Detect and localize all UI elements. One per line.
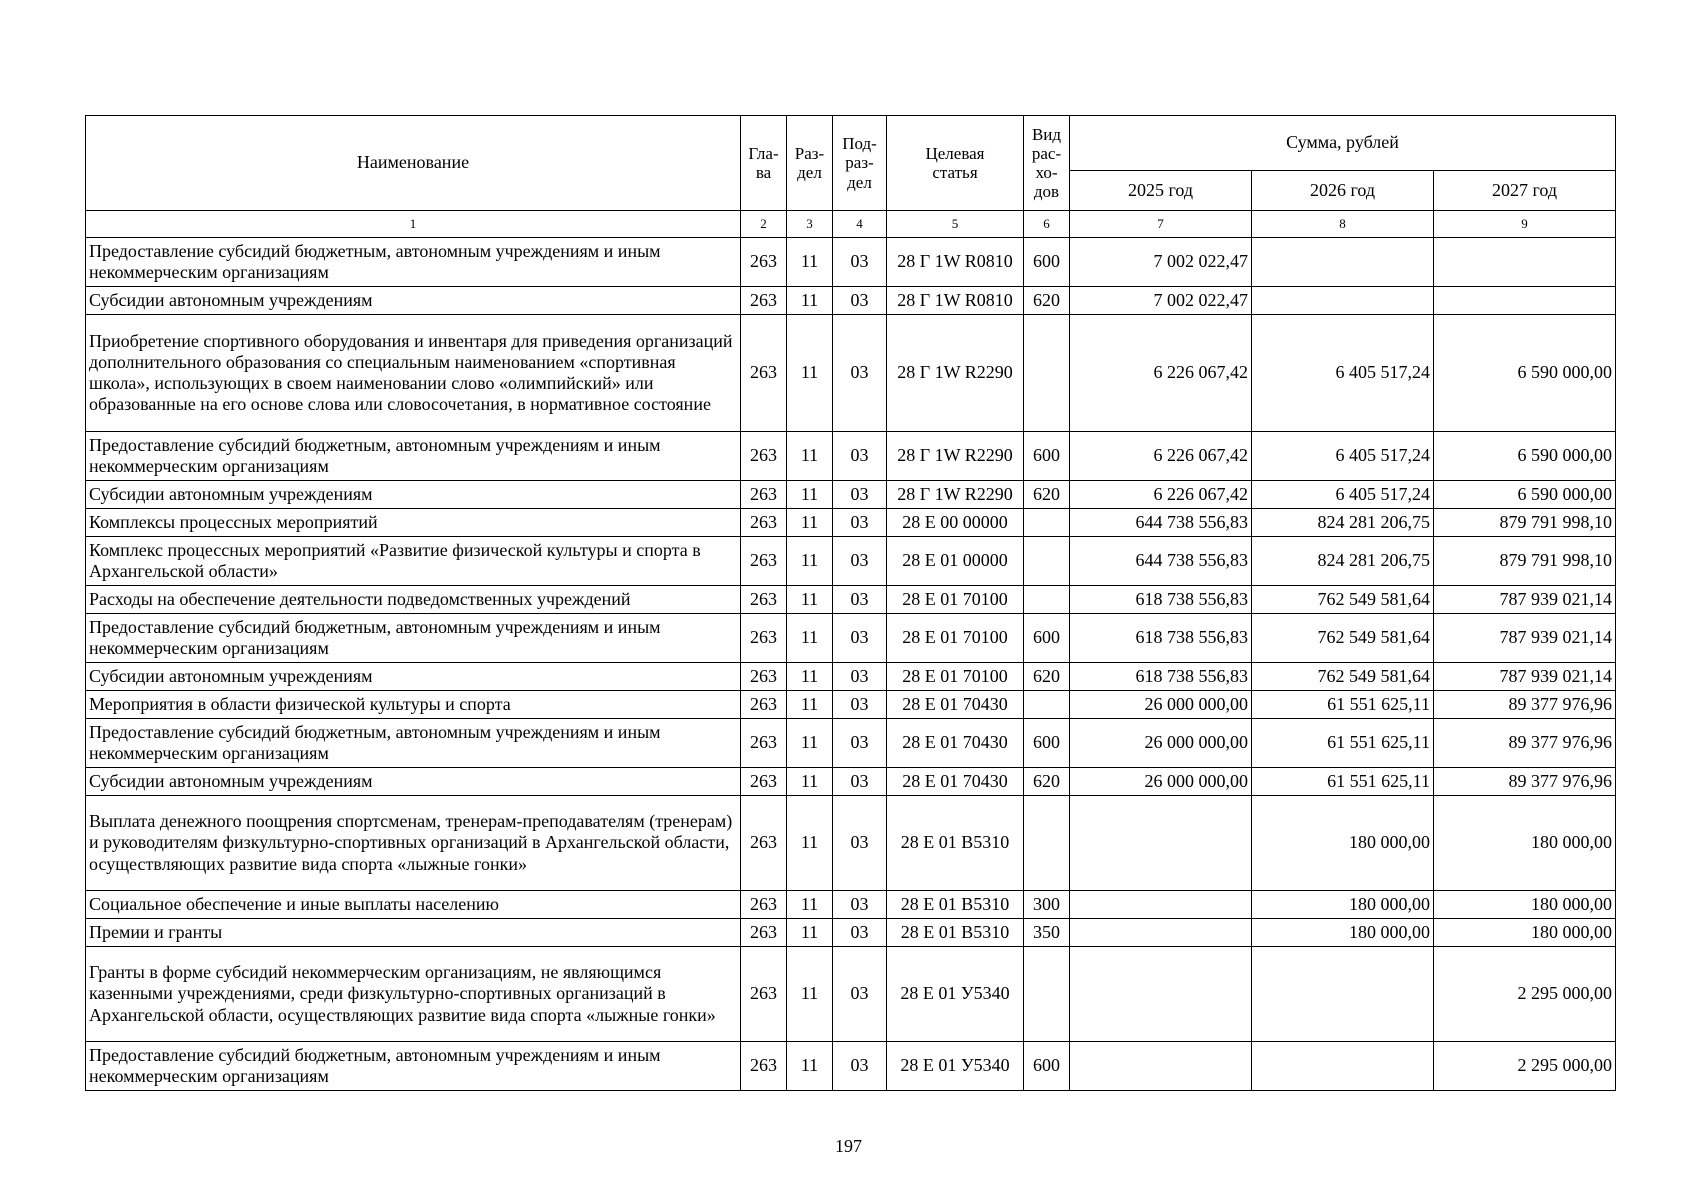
cell-amount-2027: 787 939 021,14 [1434,586,1616,614]
cell-expense-type: 620 [1024,481,1070,509]
cell-subsection: 03 [833,287,887,315]
cell-amount-2027: 787 939 021,14 [1434,663,1616,691]
cell-amount-2027: 89 377 976,96 [1434,691,1616,719]
cell-amount-2025 [1070,891,1252,919]
cell-chapter: 263 [741,614,787,663]
cell-section: 11 [787,719,833,768]
cell-section: 11 [787,481,833,509]
cell-chapter: 263 [741,691,787,719]
header-row [86,116,1616,171]
cell-amount-2026 [1252,287,1434,315]
cell-amount-2026 [1252,238,1434,287]
cell-subsection: 03 [833,509,887,537]
cell-subsection: 03 [833,768,887,796]
cell-subsection: 03 [833,537,887,586]
cell-section: 11 [787,891,833,919]
cell-expense-type: 350 [1024,919,1070,947]
cell-target: 28 Е 00 00000 [887,509,1024,537]
cell-subsection: 03 [833,1042,887,1091]
cell-expense-type [1024,586,1070,614]
cell-name: Предоставление субсидий бюджетным, автономным учреждениям и иным некоммерческим организациям [86,614,741,663]
table-row [86,768,1616,796]
cell-name: Субсидии автономным учреждениям [86,768,741,796]
cell-section: 11 [787,768,833,796]
table-row [86,238,1616,287]
cell-amount-2026: 61 551 625,11 [1252,719,1434,768]
cell-target: 28 Е 01 У5340 [887,1042,1024,1091]
cell-chapter: 263 [741,768,787,796]
header-expense-type: Вид рас- хо- дов [1024,116,1070,211]
cell-chapter: 263 [741,891,787,919]
cell-chapter: 263 [741,663,787,691]
cell-name: Комплексы процессных мероприятий [86,509,741,537]
cell-amount-2027: 2 295 000,00 [1434,1042,1616,1091]
cell-amount-2025: 26 000 000,00 [1070,719,1252,768]
cell-expense-type [1024,537,1070,586]
cell-section: 11 [787,432,833,481]
cell-amount-2027: 180 000,00 [1434,891,1616,919]
cell-section: 11 [787,315,833,432]
cell-expense-type [1024,947,1070,1042]
header-amount: Сумма, рублей [1070,116,1616,171]
cell-amount-2027: 180 000,00 [1434,919,1616,947]
cell-name: Гранты в форме субсидий некоммерческим организациям, не являющимся казенными учреждениями, среди физкультурно-спортивных организаций в Архангельской области, осуществляющих развитие вида спорта «лыжные гонки» [86,947,741,1042]
column-number: 7 [1070,211,1252,238]
cell-target: 28 Г 1W R0810 [887,287,1024,315]
table-row [86,481,1616,509]
cell-section: 11 [787,509,833,537]
cell-subsection: 03 [833,919,887,947]
cell-amount-2025: 26 000 000,00 [1070,691,1252,719]
cell-amount-2025: 6 226 067,42 [1070,432,1252,481]
cell-expense-type: 600 [1024,1042,1070,1091]
cell-section: 11 [787,238,833,287]
header-year-2027: 2027 год [1434,171,1616,211]
cell-target: 28 Е 01 В5310 [887,919,1024,947]
cell-name: Предоставление субсидий бюджетным, автономным учреждениям и иным некоммерческим организациям [86,719,741,768]
cell-name: Субсидии автономным учреждениям [86,481,741,509]
table-row [86,315,1616,432]
cell-subsection: 03 [833,691,887,719]
cell-expense-type: 620 [1024,768,1070,796]
cell-subsection: 03 [833,481,887,509]
cell-chapter: 263 [741,238,787,287]
header-subsection: Под- раз- дел [833,116,887,211]
cell-amount-2025: 26 000 000,00 [1070,768,1252,796]
cell-amount-2027: 180 000,00 [1434,796,1616,891]
cell-target: 28 Е 01 70430 [887,768,1024,796]
cell-amount-2025: 618 738 556,83 [1070,614,1252,663]
cell-chapter: 263 [741,719,787,768]
table-row [86,509,1616,537]
cell-target: 28 Г 1W R0810 [887,238,1024,287]
cell-target: 28 Е 01 00000 [887,537,1024,586]
cell-amount-2025: 644 738 556,83 [1070,509,1252,537]
cell-section: 11 [787,1042,833,1091]
cell-amount-2025: 618 738 556,83 [1070,663,1252,691]
table-body [86,238,1616,1091]
page-number: 197 [835,1136,862,1156]
cell-amount-2026: 6 405 517,24 [1252,481,1434,509]
cell-section: 11 [787,663,833,691]
cell-amount-2027 [1434,238,1616,287]
cell-chapter: 263 [741,509,787,537]
cell-subsection: 03 [833,663,887,691]
budget-table [85,115,1616,1091]
cell-amount-2027: 6 590 000,00 [1434,315,1616,432]
cell-chapter: 263 [741,919,787,947]
cell-subsection: 03 [833,796,887,891]
cell-section: 11 [787,796,833,891]
cell-amount-2025 [1070,796,1252,891]
cell-chapter: 263 [741,287,787,315]
cell-chapter: 263 [741,586,787,614]
cell-target: 28 Е 01 70100 [887,614,1024,663]
header-target: Целевая статья [887,116,1024,211]
cell-target: 28 Е 01 70100 [887,586,1024,614]
cell-subsection: 03 [833,719,887,768]
column-number: 4 [833,211,887,238]
cell-target: 28 Г 1W R2290 [887,432,1024,481]
cell-amount-2027: 6 590 000,00 [1434,432,1616,481]
table-header [86,116,1616,238]
table-row [86,663,1616,691]
table-row [86,614,1616,663]
table-row [86,919,1616,947]
table-row [86,586,1616,614]
cell-target: 28 Е 01 У5340 [887,947,1024,1042]
column-number: 9 [1434,211,1616,238]
cell-amount-2025: 6 226 067,42 [1070,481,1252,509]
cell-subsection: 03 [833,947,887,1042]
cell-subsection: 03 [833,315,887,432]
cell-subsection: 03 [833,432,887,481]
cell-amount-2025 [1070,1042,1252,1091]
header-year-2025: 2025 год [1070,171,1252,211]
column-number: 3 [787,211,833,238]
cell-amount-2026: 762 549 581,64 [1252,614,1434,663]
cell-target: 28 Г 1W R2290 [887,315,1024,432]
column-number: 8 [1252,211,1434,238]
cell-amount-2026: 762 549 581,64 [1252,663,1434,691]
cell-amount-2027: 89 377 976,96 [1434,768,1616,796]
cell-amount-2025: 7 002 022,47 [1070,238,1252,287]
cell-chapter: 263 [741,947,787,1042]
column-numbers-row [86,211,1616,238]
table-row [86,1042,1616,1091]
cell-expense-type: 300 [1024,891,1070,919]
cell-amount-2025 [1070,919,1252,947]
cell-amount-2025: 6 226 067,42 [1070,315,1252,432]
cell-target: 28 Е 01 70430 [887,691,1024,719]
cell-section: 11 [787,919,833,947]
cell-name: Премии и гранты [86,919,741,947]
cell-amount-2027: 879 791 998,10 [1434,509,1616,537]
column-number: 6 [1024,211,1070,238]
cell-expense-type: 600 [1024,614,1070,663]
cell-name: Выплата денежного поощрения спортсменам, тренерам-преподавателям (тренерам) и руководителям физкультурно-спортивных организаций в Архангельской области, осуществляющих развитие вида спорта «лыжные гонки» [86,796,741,891]
header-section: Раз- дел [787,116,833,211]
cell-section: 11 [787,287,833,315]
cell-target: 28 Е 01 70430 [887,719,1024,768]
cell-amount-2026: 180 000,00 [1252,891,1434,919]
table-row [86,719,1616,768]
cell-amount-2027: 2 295 000,00 [1434,947,1616,1042]
cell-amount-2027: 787 939 021,14 [1434,614,1616,663]
cell-expense-type [1024,796,1070,891]
cell-subsection: 03 [833,238,887,287]
cell-subsection: 03 [833,614,887,663]
cell-amount-2026: 6 405 517,24 [1252,432,1434,481]
cell-chapter: 263 [741,481,787,509]
cell-expense-type: 600 [1024,432,1070,481]
cell-amount-2026: 6 405 517,24 [1252,315,1434,432]
cell-chapter: 263 [741,537,787,586]
cell-amount-2026: 61 551 625,11 [1252,768,1434,796]
cell-subsection: 03 [833,586,887,614]
cell-amount-2027: 6 590 000,00 [1434,481,1616,509]
cell-target: 28 Е 01 70100 [887,663,1024,691]
table-row [86,537,1616,586]
cell-subsection: 03 [833,891,887,919]
cell-amount-2026: 824 281 206,75 [1252,509,1434,537]
cell-expense-type: 620 [1024,287,1070,315]
cell-amount-2026 [1252,947,1434,1042]
cell-amount-2026 [1252,1042,1434,1091]
cell-section: 11 [787,614,833,663]
cell-expense-type [1024,509,1070,537]
header-year-2026: 2026 год [1252,171,1434,211]
table-row [86,287,1616,315]
table-row [86,691,1616,719]
column-number: 5 [887,211,1024,238]
cell-chapter: 263 [741,432,787,481]
cell-name: Субсидии автономным учреждениям [86,663,741,691]
cell-amount-2026: 824 281 206,75 [1252,537,1434,586]
cell-name: Субсидии автономным учреждениям [86,287,741,315]
column-number: 2 [741,211,787,238]
cell-section: 11 [787,947,833,1042]
cell-expense-type: 600 [1024,238,1070,287]
cell-target: 28 Е 01 В5310 [887,891,1024,919]
cell-name: Предоставление субсидий бюджетным, автономным учреждениям и иным некоммерческим организациям [86,432,741,481]
cell-expense-type: 620 [1024,663,1070,691]
cell-amount-2026: 61 551 625,11 [1252,691,1434,719]
cell-name: Социальное обеспечение и иные выплаты населению [86,891,741,919]
cell-name: Предоставление субсидий бюджетным, автономным учреждениям и иным некоммерческим организациям [86,238,741,287]
cell-amount-2027 [1434,287,1616,315]
cell-amount-2026: 762 549 581,64 [1252,586,1434,614]
cell-expense-type: 600 [1024,719,1070,768]
cell-amount-2026: 180 000,00 [1252,796,1434,891]
cell-target: 28 Г 1W R2290 [887,481,1024,509]
cell-amount-2025: 644 738 556,83 [1070,537,1252,586]
table-row [86,432,1616,481]
table-row [86,947,1616,1042]
cell-expense-type [1024,691,1070,719]
cell-name: Комплекс процессных мероприятий «Развитие физической культуры и спорта в Архангельской области» [86,537,741,586]
cell-name: Приобретение спортивного оборудования и инвентаря для приведения организаций дополнительного образования со специальным наименованием «спортивная школа», использующих в своем наименовании слово «олимпийский» или образованные на его основе слова или словосочетания, в нормативное состояние [86,315,741,432]
table-row [86,891,1616,919]
cell-chapter: 263 [741,796,787,891]
cell-name: Мероприятия в области физической культуры и спорта [86,691,741,719]
cell-name: Расходы на обеспечение деятельности подведомственных учреждений [86,586,741,614]
cell-amount-2027: 89 377 976,96 [1434,719,1616,768]
cell-section: 11 [787,537,833,586]
cell-amount-2025 [1070,947,1252,1042]
cell-amount-2027: 879 791 998,10 [1434,537,1616,586]
cell-section: 11 [787,691,833,719]
cell-chapter: 263 [741,315,787,432]
table-row [86,796,1616,891]
cell-section: 11 [787,586,833,614]
cell-amount-2026: 180 000,00 [1252,919,1434,947]
cell-amount-2025: 618 738 556,83 [1070,586,1252,614]
cell-chapter: 263 [741,1042,787,1091]
cell-target: 28 Е 01 В5310 [887,796,1024,891]
header-name: Наименование [86,116,741,211]
column-number: 1 [86,211,741,238]
cell-expense-type [1024,315,1070,432]
cell-name: Предоставление субсидий бюджетным, автономным учреждениям и иным некоммерческим организациям [86,1042,741,1091]
header-chapter: Гла- ва [741,116,787,211]
cell-amount-2025: 7 002 022,47 [1070,287,1252,315]
